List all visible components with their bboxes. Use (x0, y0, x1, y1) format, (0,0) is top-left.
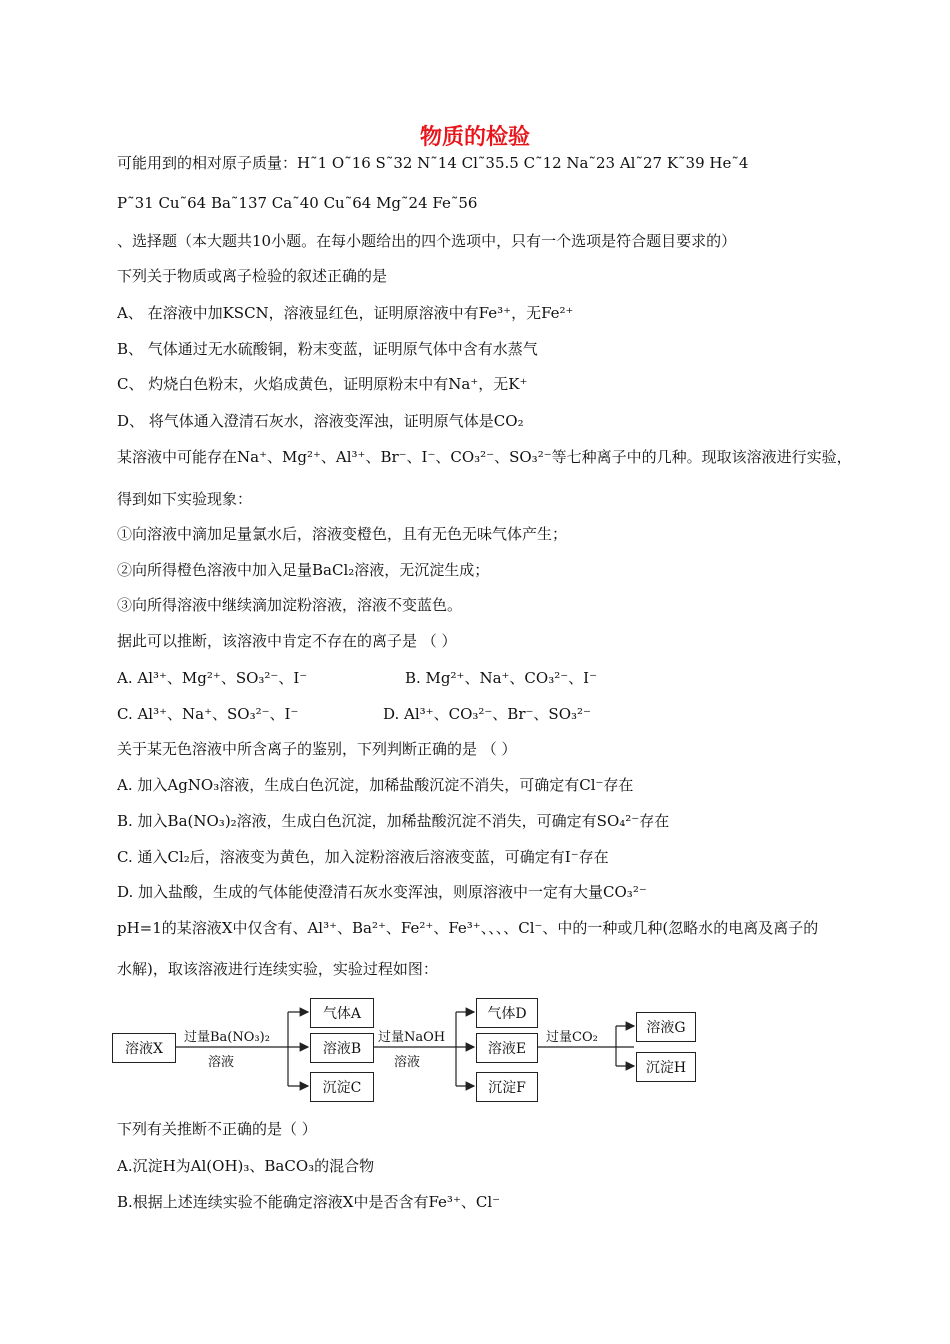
precipitate-c-label: 沉淀C (322, 1080, 362, 1096)
q1-option-c: C、 灼烧白色粉末，火焰成黄色，证明原粉末中有Na⁺，无K⁺ (117, 375, 528, 393)
precipitate-f-box (476, 1072, 538, 1102)
precipitate-f-label: 沉淀F (488, 1080, 526, 1096)
solution-x-label: 溶液X (125, 1041, 163, 1057)
q2-step-3: ③向所得溶液中继续滴加淀粉溶液，溶液不变蓝色。 (117, 596, 463, 614)
q4-stem-1: pH=1的某溶液X中仅含有、Al³⁺、Ba²⁺、Fe²⁺、Fe³⁺、、、、Cl⁻、中的一种或几种(忽略水的电离及离子的 (117, 919, 819, 937)
q3-option-a: A. 加入AgNO₃溶液，生成白色沉淀，加稀盐酸沉淀不消失，可确定有Cl⁻存在 (117, 776, 634, 794)
gas-a-box (310, 998, 374, 1028)
experiment-flow-diagram (110, 988, 710, 1108)
q2-step-1: ①向溶液中滴加足量氯水后，溶液变橙色，且有无色无味气体产生； (117, 525, 568, 543)
atomic-mass-line-1: 可能用到的相对原子质量：H˜1 O˜16 S˜32 N˜14 Cl˜35.5 C˜12 Na˜23 Al˜27 K˜39 He˜4 (117, 154, 749, 172)
gas-a-label: 气体A (322, 1006, 362, 1022)
page-title: 物质的检验 (419, 125, 530, 150)
q1-option-d: D、 将气体通入澄清石灰水，溶液变浑浊，证明原气体是CO₂ (117, 412, 524, 430)
reagent-3-label: 过量CO₂ (546, 1030, 598, 1045)
q4-option-b: B.根据上述连续实验不能确定溶液X中是否含有Fe³⁺、Cl⁻ (117, 1193, 501, 1211)
precipitate-h-label: 沉淀H (645, 1060, 687, 1076)
solution-e-label: 溶液E (487, 1041, 527, 1057)
q3-stem: 关于某无色溶液中所含离子的鉴别，下列判断正确的是 （ ） (117, 740, 517, 758)
solution-g-box (636, 1012, 696, 1042)
q2-step-2: ②向所得橙色溶液中加入足量BaCl₂溶液，无沉淀生成； (117, 561, 490, 579)
q2-stem-2: 得到如下实验现象： (117, 490, 253, 508)
q2-option-d: D. Al³⁺、CO₃²⁻、Br⁻、SO₃²⁻ (383, 705, 591, 723)
q2-question: 据此可以推断，该溶液中肯定不存在的离子是 （ ） (117, 632, 457, 650)
reagent-1-sub-label: 溶液 (208, 1055, 235, 1070)
q4-question: 下列有关推断不正确的是（ ） (117, 1120, 317, 1138)
q1-option-a: A、 在溶液中加KSCN，溶液显红色，证明原溶液中有Fe³⁺，无Fe²⁺ (117, 304, 574, 322)
reagent-1-label: 过量Ba(NO₃)₂ (184, 1030, 270, 1045)
precipitate-c-box (310, 1072, 374, 1102)
q4-stem-2: 水解)，取该溶液进行连续实验，实验过程如图： (117, 960, 438, 978)
precipitate-h-box (636, 1052, 696, 1082)
q2-option-c: C. Al³⁺、Na⁺、SO₃²⁻、I⁻ (117, 705, 299, 723)
solution-b-box (310, 1033, 374, 1063)
q1-stem: 下列关于物质或离子检验的叙述正确的是 (117, 267, 388, 285)
flow-arrows (110, 988, 710, 1108)
section-header: 、选择题（本大题共10小题。在每小题给出的四个选项中，只有一个选项是符合题目要求的） (117, 232, 737, 250)
q1-option-b: B、 气体通过无水硫酸铜，粉末变蓝，证明原气体中含有水蒸气 (117, 340, 538, 358)
q2-option-a: A. Al³⁺、Mg²⁺、SO₃²⁻、I⁻ (117, 669, 308, 687)
q3-option-d: D. 加入盐酸，生成的气体能使澄清石灰水变浑浊，则原溶液中一定有大量CO₃²⁻ (117, 883, 647, 901)
q2-stem-1: 某溶液中可能存在Na⁺、Mg²⁺、Al³⁺、Br⁻、I⁻、CO₃²⁻、SO₃²⁻等七种离子中的几种。现取该溶液进行实验， (117, 448, 852, 466)
q4-option-a: A.沉淀H为Al(OH)₃、BaCO₃的混合物 (117, 1157, 375, 1175)
gas-d-label: 气体D (487, 1006, 527, 1022)
solution-e-box (476, 1033, 538, 1063)
solution-g-label: 溶液G (646, 1020, 686, 1036)
gas-d-box (476, 998, 538, 1028)
q3-option-b: B. 加入Ba(NO₃)₂溶液，生成白色沉淀，加稀盐酸沉淀不消失，可确定有SO₄²⁻存在 (117, 812, 670, 830)
q3-option-c: C. 通入Cl₂后，溶液变为黄色，加入淀粉溶液后溶液变蓝，可确定有I⁻存在 (117, 848, 609, 866)
q2-option-b: B. Mg²⁺、Na⁺、CO₃²⁻、I⁻ (405, 669, 597, 687)
atomic-mass-line-2: P˜31 Cu˜64 Ba˜137 Ca˜40 Cu˜64 Mg˜24 Fe˜56 (117, 194, 478, 212)
reagent-2-sub-label: 溶液 (394, 1055, 421, 1070)
solution-b-label: 溶液B (322, 1041, 362, 1057)
solution-x-box (112, 1033, 176, 1063)
reagent-2-label: 过量NaOH (378, 1030, 446, 1045)
